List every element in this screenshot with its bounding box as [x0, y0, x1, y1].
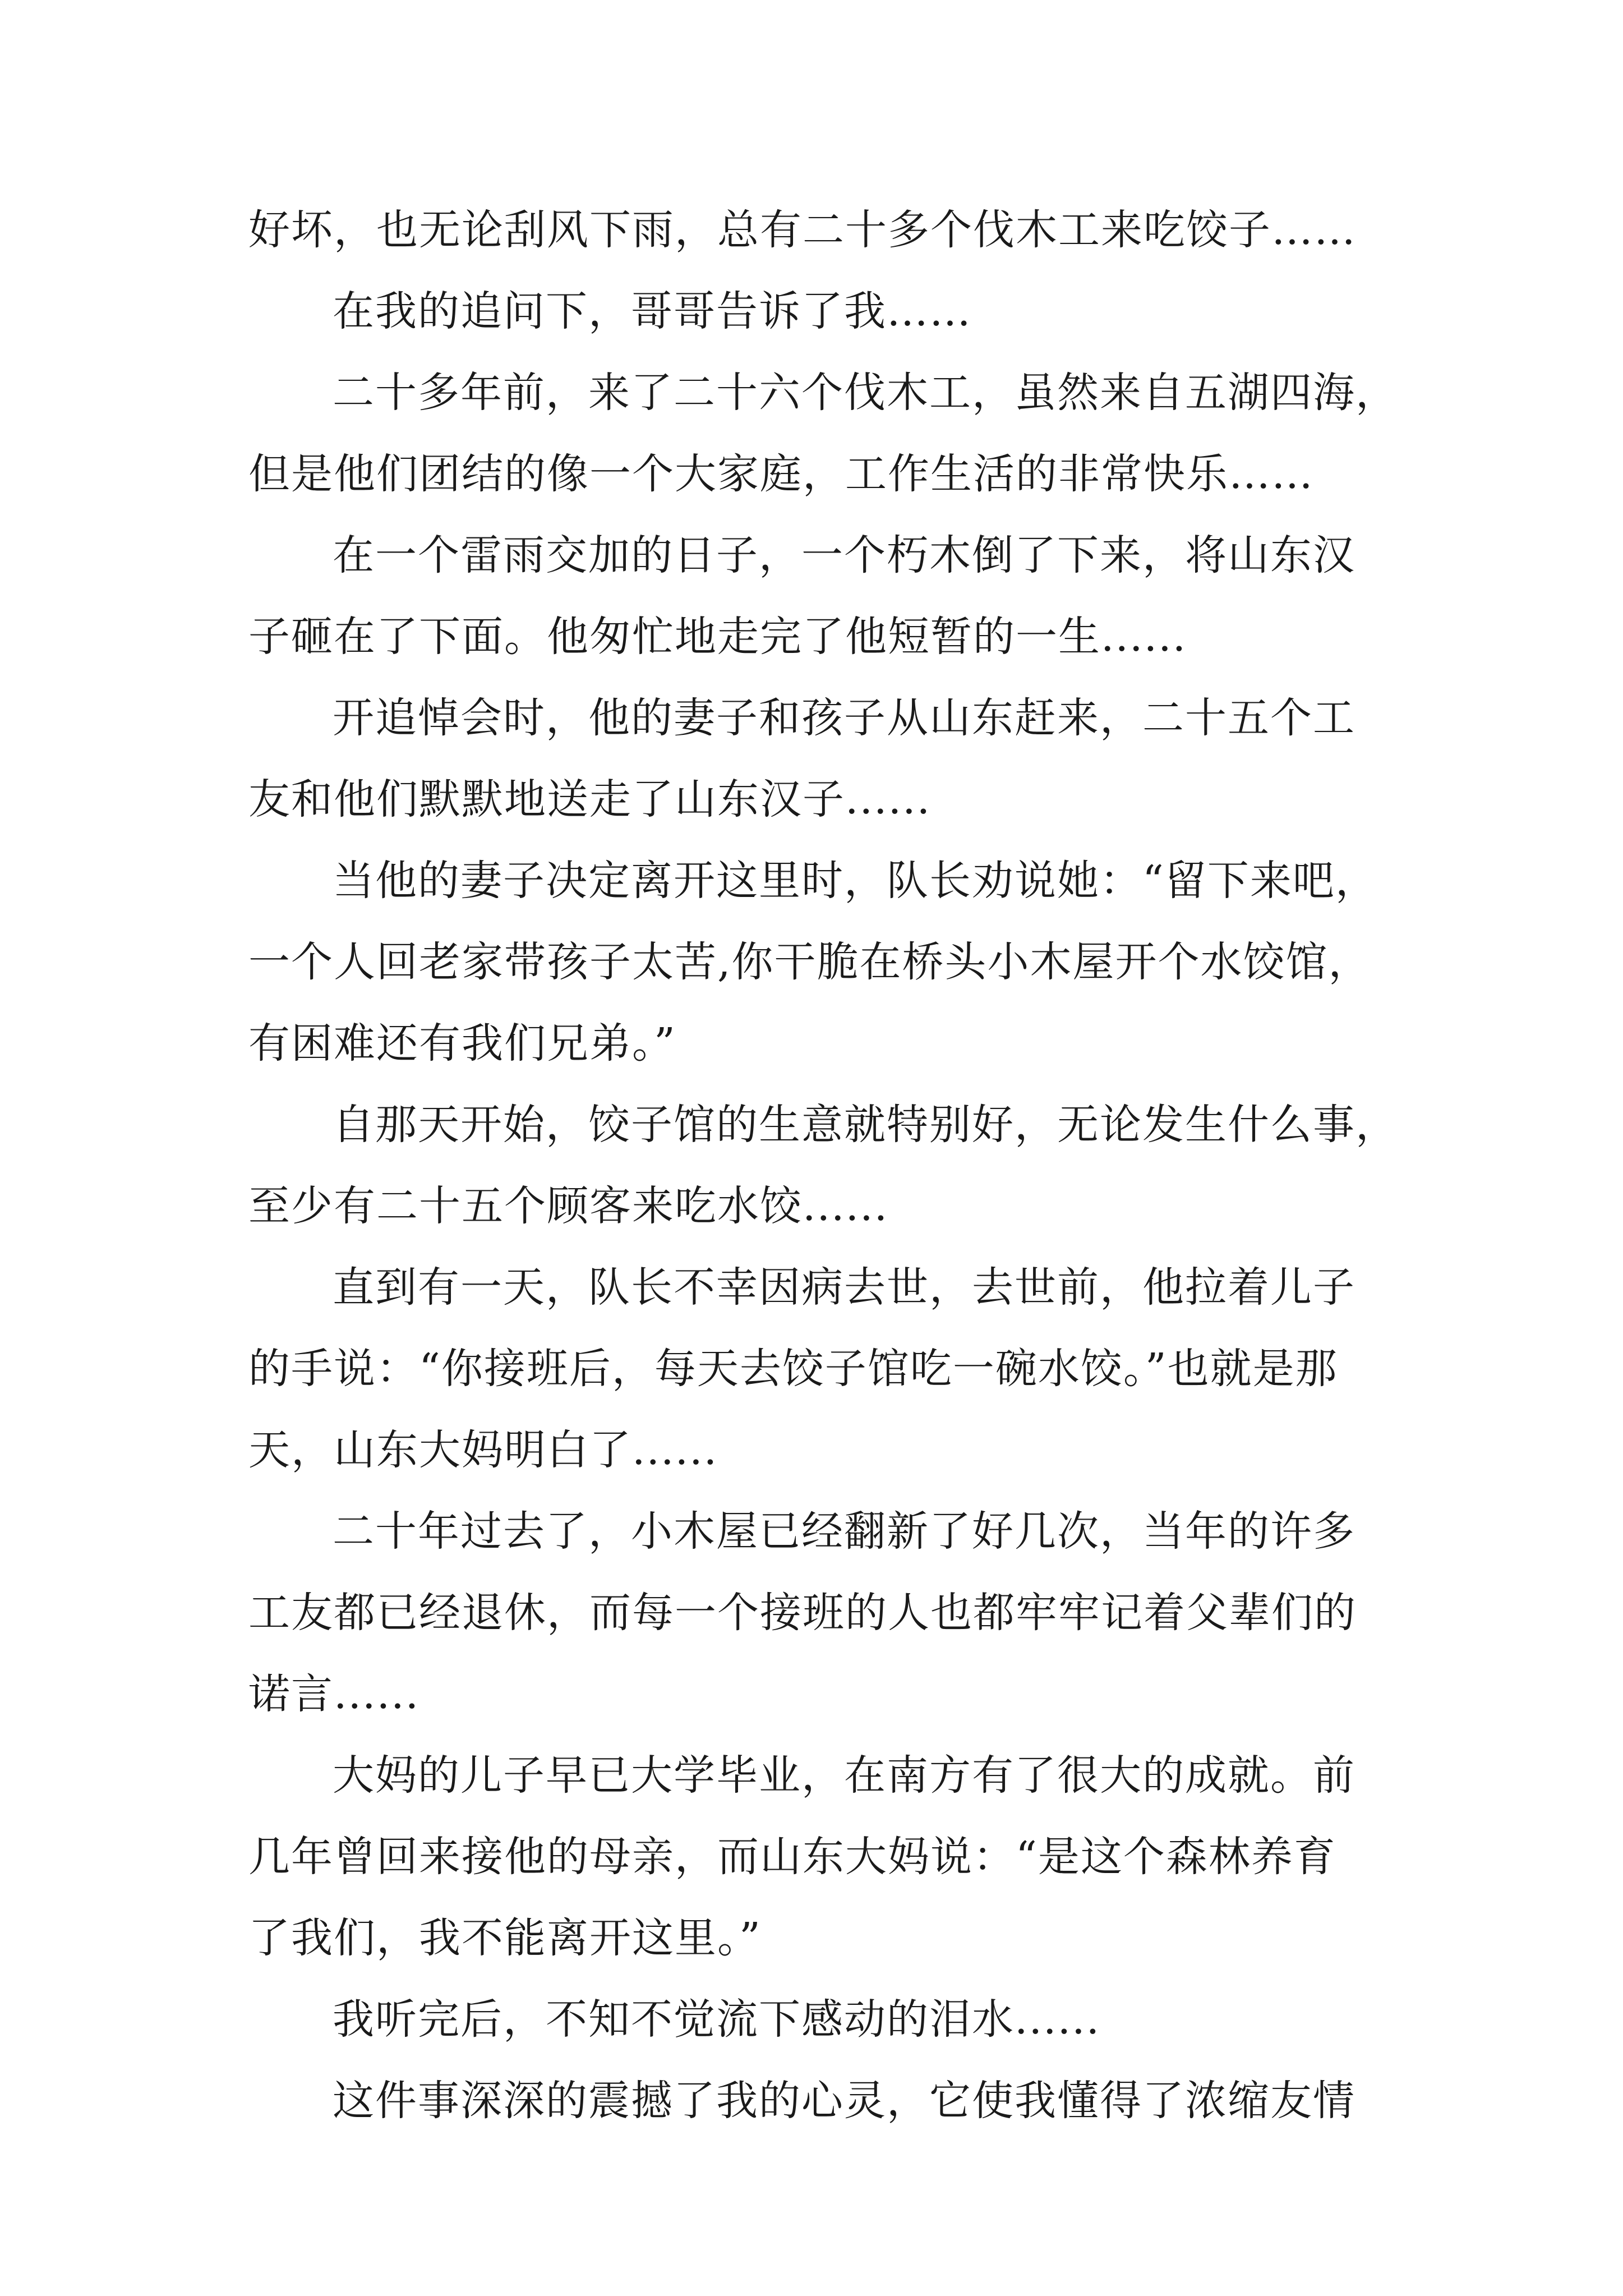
text-line: 自那天开始，饺子馆的生意就特别好，无论发生什么事，	[333, 1101, 1398, 1149]
text-line: 天，山东大妈明白了......	[248, 1426, 718, 1474]
text-line: 大妈的儿子早已大学毕业，在南方有了很大的成就。前	[333, 1751, 1355, 1800]
text-line: 在我的追问下，哥哥告诉了我……	[333, 287, 972, 335]
text-line: 诺言......	[248, 1670, 420, 1718]
text-line: 一个人回老家带孩子太苦,你干脆在桥头小木屋开个水饺馆，	[248, 938, 1371, 986]
text-line: 的手说：“你接班后，每天去饺子馆吃一碗水饺。”也就是那	[248, 1345, 1338, 1393]
text-line: 我听完后，不知不觉流下感动的泪水......	[333, 1995, 1101, 2044]
text-line: 二十多年前，来了二十六个伐木工，虽然来自五湖四海，	[333, 369, 1398, 417]
text-line: 友和他们默默地送走了山东汉子......	[248, 775, 932, 823]
text-line: 子砸在了下面。他匆忙地走完了他短暂的一生......	[248, 613, 1187, 661]
text-line: 当他的妻子决定离开这里时，队长劝说她：“留下来吧，	[333, 857, 1378, 905]
text-line: 工友都已经退休，而每一个接班的人也都牢牢记着父辈们的	[248, 1589, 1357, 1637]
text-line: 至少有二十五个顾客来吃水饺......	[248, 1182, 889, 1230]
text-line: 在一个雷雨交加的日子，一个朽木倒了下来，将山东汉	[333, 531, 1355, 579]
text-line: 直到有一天，队长不幸因病去世，去世前，他拉着儿子	[333, 1263, 1355, 1312]
text-line: 几年曾回来接他的母亲，而山东大妈说：“是这个森林养育	[248, 1833, 1336, 1881]
text-line: 二十年过去了，小木屋已经翻新了好几次，当年的许多	[333, 1507, 1355, 1556]
text-line: 这件事深深的震撼了我的心灵，它使我懂得了浓缩友情	[333, 2077, 1355, 2125]
text-line: 开追悼会时，他的妻子和孩子从山东赶来，二十五个工	[333, 694, 1355, 742]
text-line: 好坏，也无论刮风下雨，总有二十多个伐木工来吃饺子……	[248, 206, 1357, 254]
text-line: 但是他们团结的像一个大家庭，工作生活的非常快乐……	[248, 450, 1314, 498]
text-line: 有困难还有我们兄弟。”	[248, 1019, 676, 1068]
text-line: 了我们，我不能离开这里。”	[248, 1914, 762, 1962]
